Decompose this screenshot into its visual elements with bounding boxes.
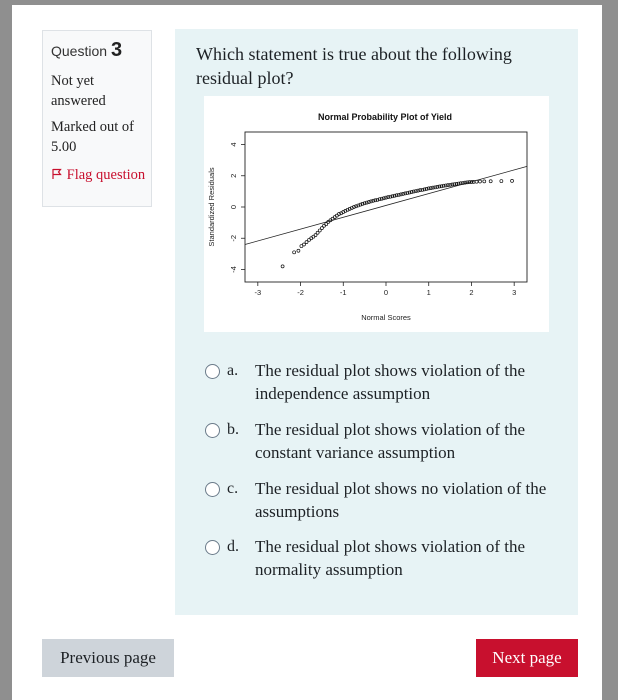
answer-letter-c: c. — [227, 480, 239, 497]
y-axis-label: Standardized Residuals — [207, 167, 216, 247]
flag-question-label: Flag question — [66, 167, 146, 183]
data-point — [489, 180, 492, 183]
question-text: Which statement is true about the following residual plot? — [196, 44, 512, 88]
question-info-panel — [42, 30, 152, 207]
data-point — [302, 243, 305, 246]
radio-a[interactable] — [205, 364, 220, 379]
data-point — [479, 180, 482, 183]
answer-text-a: The residual plot shows violation of the independence assumption — [255, 361, 526, 403]
x-tick-label: 2 — [469, 288, 474, 297]
data-point — [281, 265, 284, 268]
data-point — [483, 180, 486, 183]
answer-letter-b: b. — [227, 421, 239, 438]
y-tick-label: -4 — [229, 266, 238, 273]
answer-text-c: The residual plot shows no violation of the assumptions — [255, 479, 547, 521]
x-tick-label: 0 — [383, 288, 389, 297]
flag-question-link[interactable] — [51, 165, 146, 185]
question-formulation — [175, 29, 578, 615]
answer-letter-a: a. — [227, 362, 239, 379]
answer-text-d: The residual plot shows violation of the normality assumption — [255, 537, 526, 579]
question-state: Not yet answered — [51, 73, 106, 109]
plot-frame — [245, 132, 527, 282]
flag-icon — [51, 167, 67, 183]
chart-marks — [229, 142, 527, 297]
radio-c[interactable] — [205, 482, 220, 497]
x-axis-label: Normal Scores — [361, 313, 411, 322]
answer-letter-d: d. — [227, 538, 239, 555]
normal-probability-chart — [204, 96, 549, 332]
radio-b[interactable] — [205, 423, 220, 438]
data-point — [297, 249, 300, 252]
x-tick-label: -1 — [339, 288, 347, 297]
data-point — [305, 241, 308, 244]
data-point — [511, 179, 514, 182]
y-tick-label: 4 — [229, 142, 238, 147]
next-page-button[interactable]: Next page — [476, 639, 578, 677]
question-grade: Marked out of 5.00 — [51, 119, 134, 155]
radio-d[interactable] — [205, 540, 220, 555]
y-tick-label: 0 — [229, 204, 238, 210]
x-tick-label: -3 — [254, 288, 262, 297]
y-tick-label: 2 — [229, 173, 238, 178]
quiz-page — [12, 5, 602, 700]
previous-page-button[interactable]: Previous page — [42, 639, 174, 677]
chart-title: Normal Probability Plot of Yield — [317, 112, 453, 122]
answer-text-b: The residual plot shows violation of the constant variance assumption — [255, 420, 526, 462]
data-point — [293, 251, 296, 254]
question-number-label — [51, 39, 122, 62]
residual-plot — [204, 96, 549, 332]
reference-line — [245, 166, 527, 244]
question-label: Question — [51, 43, 108, 59]
data-point — [500, 180, 503, 183]
x-tick-label: -2 — [297, 288, 304, 297]
x-tick-label: 3 — [512, 288, 517, 297]
question-number: 3 — [110, 39, 123, 61]
x-tick-label: 1 — [426, 288, 431, 297]
y-tick-label: -2 — [229, 234, 238, 242]
